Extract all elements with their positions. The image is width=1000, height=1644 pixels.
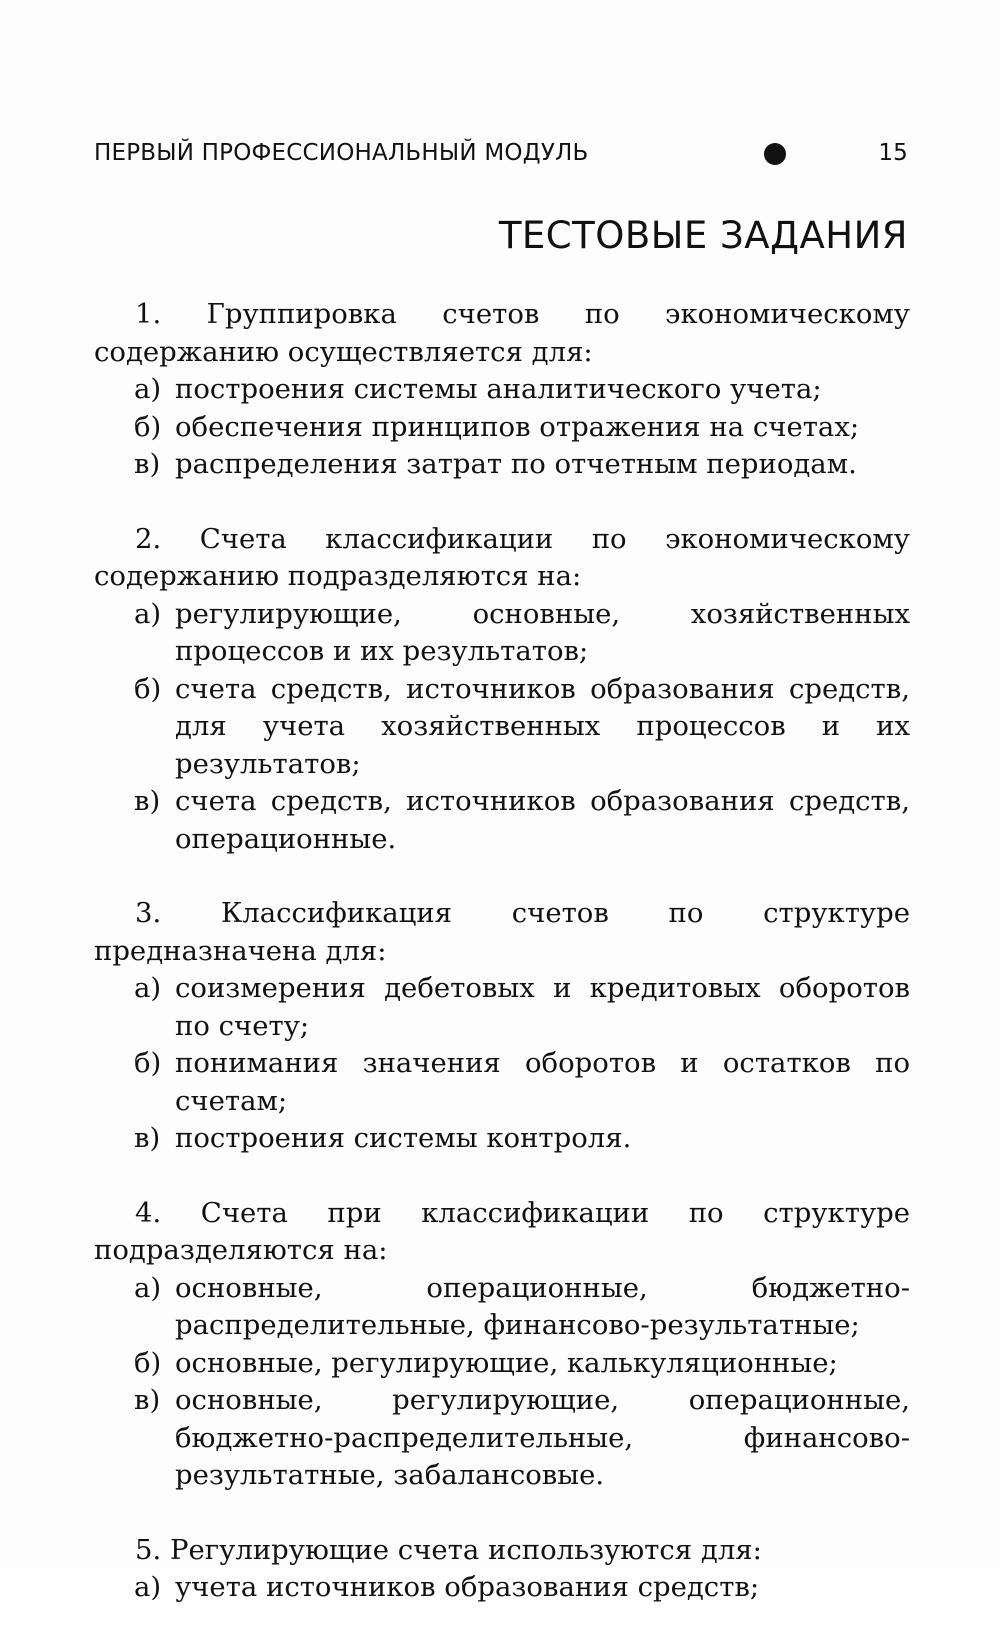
answer-option	[94, 446, 910, 484]
question-number: 2.	[135, 522, 162, 555]
option-text: регулирующие, основные, хозяйственных процессов и их результатов;	[175, 597, 910, 667]
answer-option	[94, 671, 910, 784]
option-text: соизмерения дебетовых и кредитовых оборотов по счету;	[175, 972, 910, 1042]
option-text: учета источников образования средств;	[175, 1571, 760, 1603]
answer-options	[94, 371, 910, 484]
option-text: счета средств, источников образования средств, для учета хозяйственных процессов и их результатов;	[175, 672, 910, 780]
answer-options	[94, 596, 910, 859]
question-number: 3.	[135, 897, 162, 929]
question-text	[94, 895, 910, 970]
page-number: 15	[878, 140, 908, 166]
question-number: 1.	[135, 298, 162, 330]
answer-option	[94, 1045, 910, 1120]
question-body: Классификация счетов по структуре предназначена для:	[94, 897, 910, 967]
option-letter: б)	[134, 672, 162, 705]
option-letter: а)	[134, 972, 162, 1004]
option-text: понимания значения оборотов и остатков по счетам;	[175, 1047, 910, 1117]
answer-option	[94, 1569, 910, 1607]
option-text: построения системы аналитического учета;	[175, 373, 822, 405]
question-number: 5.	[135, 1533, 162, 1566]
answer-option	[94, 596, 910, 671]
running-header	[94, 136, 908, 170]
option-text: построения системы контроля.	[175, 1122, 632, 1154]
option-letter: в)	[134, 1384, 161, 1416]
question-body: Регулирующие счета используются для:	[170, 1533, 762, 1566]
option-letter: а)	[134, 1271, 162, 1304]
answer-options	[94, 1270, 910, 1495]
option-text: обеспечения принципов отражения на счетах;	[175, 410, 860, 443]
option-text: счета средств, источников образования средств, операционные.	[175, 785, 910, 855]
question-body: Счета классификации по экономическому содержанию подразделяются на:	[94, 522, 910, 592]
option-letter: а)	[134, 597, 162, 630]
question-5	[94, 1532, 910, 1607]
answer-option	[94, 409, 910, 447]
option-letter: в)	[134, 785, 161, 817]
question-2	[94, 521, 910, 859]
answer-option	[94, 1270, 910, 1345]
question-4	[94, 1195, 910, 1495]
test-questions	[94, 296, 910, 1644]
option-text: основные, регулирующие, калькуляционные;	[175, 1346, 838, 1379]
section-title: ТЕСТОВЫЕ ЗАДАНИЯ	[498, 214, 908, 257]
option-text: распределения затрат по отчетным периодам.	[175, 448, 857, 480]
question-text	[94, 296, 910, 371]
answer-options	[94, 970, 910, 1158]
option-letter: б)	[134, 1346, 162, 1379]
option-letter: б)	[134, 1047, 162, 1079]
answer-option	[94, 1345, 910, 1383]
question-body: Группировка счетов по экономическому содержанию осуществляется для:	[94, 298, 910, 368]
option-letter: а)	[134, 1571, 162, 1603]
answer-option	[94, 1120, 910, 1158]
question-number: 4.	[135, 1196, 162, 1229]
answer-options	[94, 1569, 910, 1607]
option-letter: в)	[134, 1122, 161, 1154]
question-text	[94, 521, 910, 596]
bullet-dot-icon	[764, 143, 786, 165]
question-text	[94, 1195, 910, 1270]
option-letter: в)	[134, 448, 161, 480]
running-title: ПЕРВЫЙ ПРОФЕССИОНАЛЬНЫЙ МОДУЛЬ	[94, 140, 589, 166]
question-3	[94, 895, 910, 1158]
question-text	[94, 1532, 910, 1570]
answer-option	[94, 970, 910, 1045]
answer-option	[94, 371, 910, 409]
option-text: основные, регулирующие, операционные, бюджетно-распределительные, финансово-результатные, забалансовые.	[175, 1384, 910, 1491]
option-letter: а)	[134, 373, 162, 405]
option-letter: б)	[134, 410, 162, 443]
answer-option	[94, 783, 910, 858]
option-text: основные, операционные, бюджетно-распределительные, финансово-результатные;	[175, 1271, 910, 1341]
answer-option	[94, 1382, 910, 1495]
question-1	[94, 296, 910, 484]
question-body: Счета при классификации по структуре подразделяются на:	[94, 1196, 910, 1266]
